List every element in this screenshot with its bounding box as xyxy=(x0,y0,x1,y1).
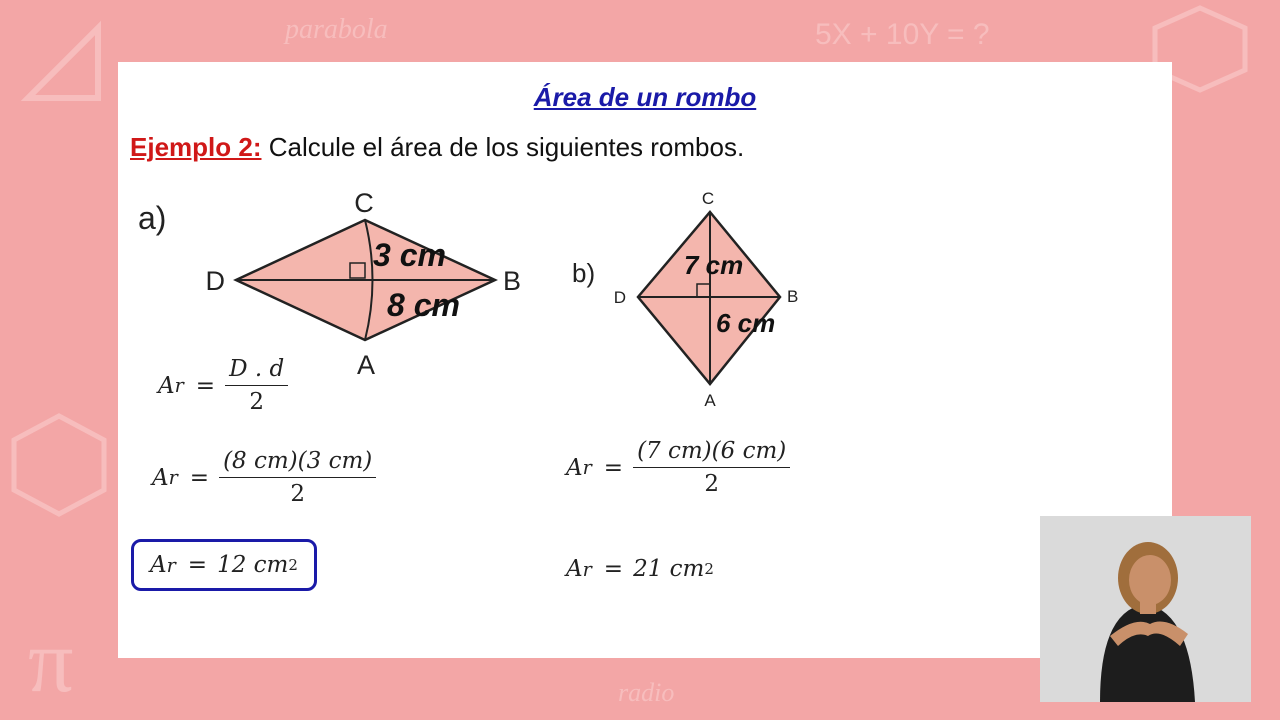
background-word-parabola: parabola xyxy=(285,14,388,45)
area-symbol: A xyxy=(152,464,169,491)
equals-sign: = xyxy=(603,556,624,582)
rombo-b-vertex-top: C xyxy=(701,189,715,208)
general-numerator: D . d xyxy=(225,356,288,386)
rombo-a-numerator: (8 cm)(3 cm) xyxy=(219,448,376,478)
rombo-b-vertex-bottom: A xyxy=(704,391,716,410)
example-label: Ejemplo 2: xyxy=(130,132,262,162)
interpreter-figure xyxy=(1040,516,1251,702)
equals-sign: = xyxy=(187,552,208,578)
area-subscript: r xyxy=(174,374,184,397)
area-subscript: r xyxy=(168,466,178,489)
rombo-a-substitution xyxy=(152,448,376,507)
rombo-b-bottom-segment-label: 6 cm xyxy=(716,308,776,338)
rombo-a-result: 12 cm xyxy=(217,552,289,578)
interpreter-video-inset xyxy=(1040,516,1251,702)
example-heading xyxy=(130,132,744,163)
slide-panel xyxy=(118,62,1172,658)
rombo-b-diagram xyxy=(600,184,830,414)
rombo-b-result-value: 21 cm xyxy=(633,556,705,582)
area-subscript: r xyxy=(166,553,176,577)
area-subscript: r xyxy=(582,557,592,581)
equals-sign: = xyxy=(195,372,216,399)
rombo-b-vertex-right: B xyxy=(787,287,799,306)
rombo-b-substitution xyxy=(566,438,790,497)
area-symbol: A xyxy=(566,454,583,481)
area-symbol: A xyxy=(566,556,583,582)
area-symbol: A xyxy=(150,552,167,578)
slide-title: Área de un rombo xyxy=(533,82,757,112)
rombo-b-top-segment-label: 7 cm xyxy=(684,250,744,280)
rombo-a-vertex-right: B xyxy=(503,266,522,296)
equals-sign: = xyxy=(603,454,624,481)
example-text: Calcule el área de los siguientes rombos. xyxy=(261,132,745,162)
rombo-b-denominator: 2 xyxy=(704,471,719,497)
rombo-a-short-diagonal-label: 3 cm xyxy=(373,237,446,273)
rombo-a-fraction xyxy=(219,448,376,507)
rombo-a-vertex-left: D xyxy=(205,266,225,296)
area-symbol: A xyxy=(158,372,175,399)
general-fraction xyxy=(225,356,288,415)
rombo-b-label: b) xyxy=(572,258,596,288)
rombo-a-denominator: 2 xyxy=(290,481,305,507)
rombo-a-diagram xyxy=(200,182,540,382)
rombo-a-result-box xyxy=(131,539,317,591)
area-general-formula xyxy=(158,356,288,415)
background-hexagon-icon xyxy=(4,410,114,520)
rombo-b-fraction xyxy=(633,438,790,497)
background-word-radio: radio xyxy=(618,678,675,707)
rombo-b-vertex-left: D xyxy=(613,288,626,307)
rombo-a-label: a) xyxy=(138,200,167,236)
rombo-b-result xyxy=(566,556,714,582)
rombo-a-long-diagonal-label: 8 cm xyxy=(387,287,460,323)
rombo-b-numerator: (7 cm)(6 cm) xyxy=(633,438,790,468)
area-subscript: r xyxy=(582,456,592,479)
rombo-a-vertex-bottom: A xyxy=(356,350,376,380)
general-denominator: 2 xyxy=(249,389,264,415)
background-triangle-icon xyxy=(18,18,108,108)
rombo-a-vertex-top: C xyxy=(354,188,374,218)
exponent: 2 xyxy=(288,556,298,574)
equals-sign: = xyxy=(189,464,210,491)
background-word-equation: 5X + 10Y = ? xyxy=(815,18,990,51)
background-pi-symbol: π xyxy=(28,612,74,711)
exponent: 2 xyxy=(704,560,714,578)
